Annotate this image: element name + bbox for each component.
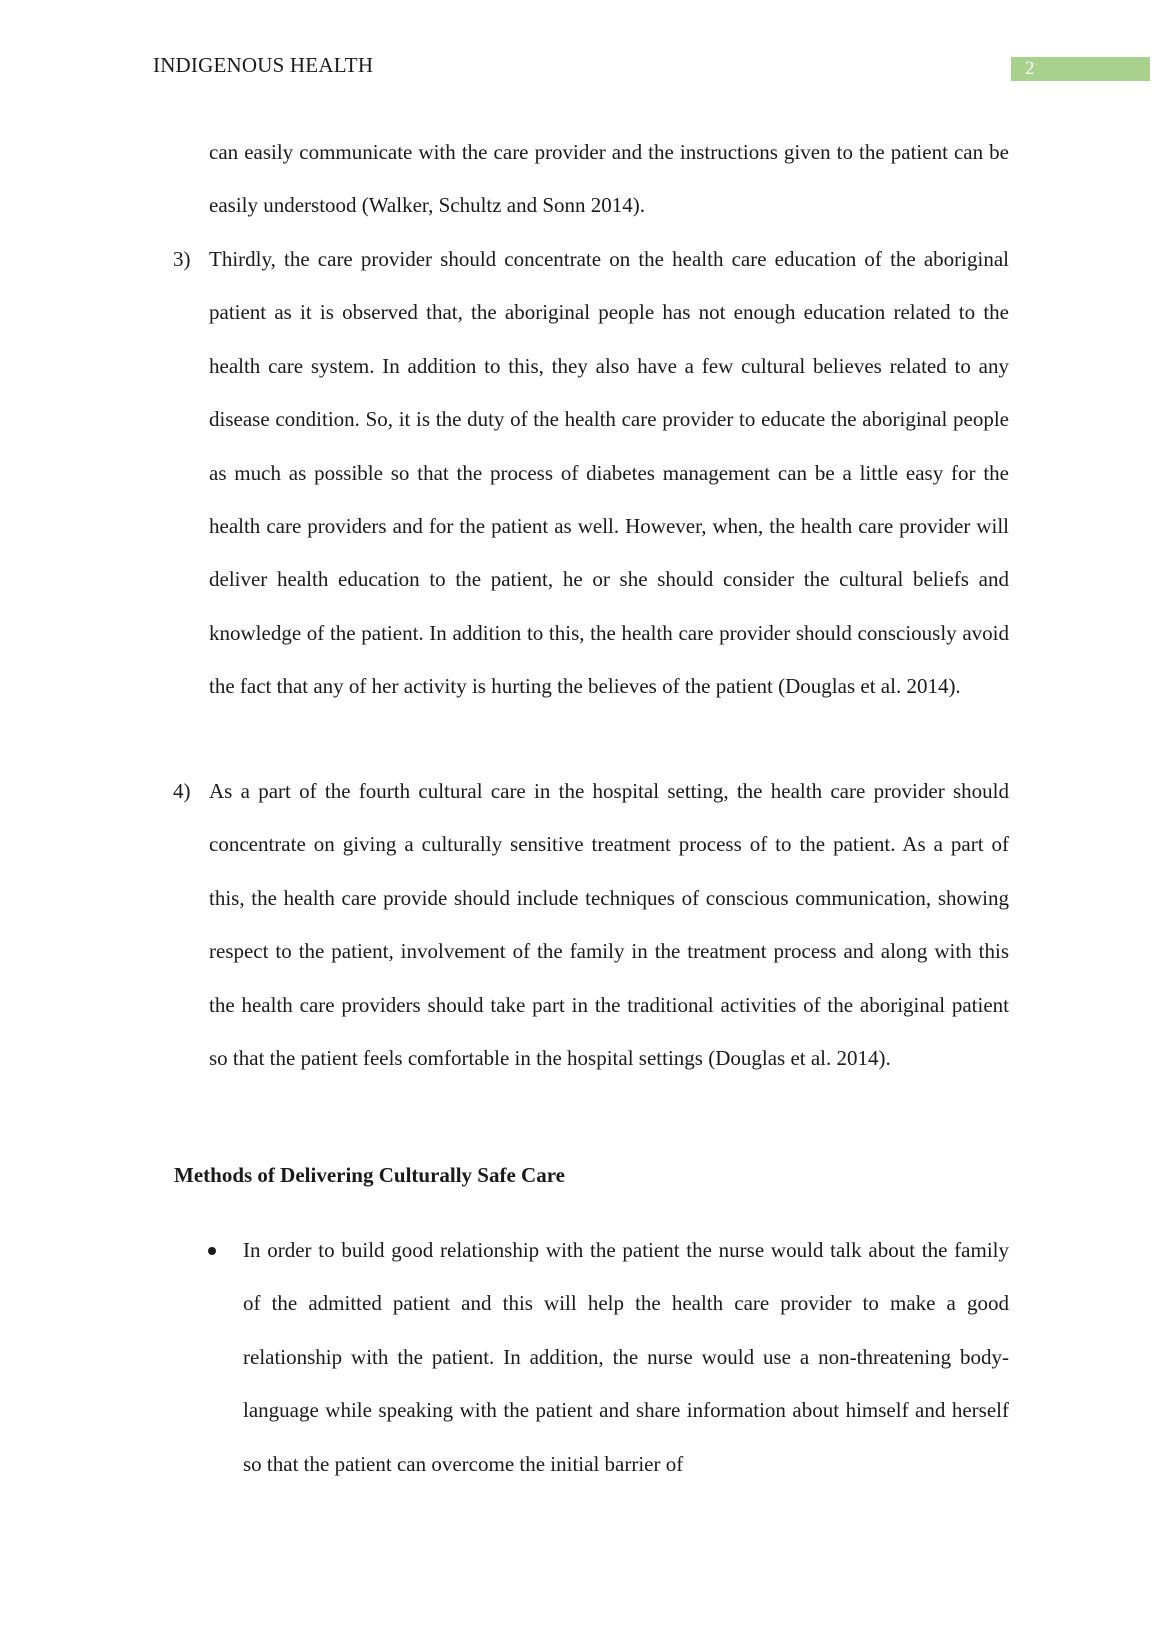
list-item-text: Thirdly, the care provider should concentrate on the health care education of the aboriginal patient as it is observed that, the aboriginal people has not enough education related to the health care system. In addition to this, they also have a few cultural believes related to any disease condition. So, it is the duty of the health care provider to educate the aboriginal people as much as possible so that the process of diabetes management can be a little easy for the health care providers and for the patient as well. However, when, the health care provider will deliver health education to the patient, he or she should consider the cultural beliefs and knowledge of the patient. In addition to this, the health care provider should consciously avoid the fact that any of her activity is hurting the believes of the patient (Douglas et al. 2014). [209, 247, 1009, 699]
list-item-text: As a part of the fourth cultural care in the hospital setting, the health care provider should concentrate on giving a culturally sensitive treatment process of to the patient. As a part of this, the health care provide should include techniques of conscious communication, showing respect to the patient, involvement of the family in the treatment process and along with this the health care providers should take part in the traditional activities of the aboriginal patient so that the patient feels comfortable in the hospital settings (Douglas et al. 2014). [209, 779, 1009, 1071]
continuation-paragraph: can easily communicate with the care provider and the instructions given to the patient can be easily understood (Walker, Schultz and Sonn 2014). [209, 140, 1009, 218]
running-head: INDIGENOUS HEALTH [153, 53, 374, 77]
section-heading: Methods of Delivering Culturally Safe Care [174, 1163, 565, 1187]
bullet-icon [208, 1247, 216, 1255]
bullet-item [243, 1224, 1009, 1491]
bullet-text: In order to build good relationship with the patient the nurse would talk about the family of the admitted patient and this will help the health care provider to make a good relationship with the patient. In addition, the nurse would use a non-threatening body-language while speaking with the patient and share information about himself and herself so that the patient can overcome the initial barrier of [243, 1238, 1009, 1476]
page-number: 2 [1011, 57, 1150, 81]
list-number: 3) [173, 247, 191, 271]
list-item-4 [173, 765, 1009, 1085]
list-item-3 [173, 233, 1009, 714]
list-number: 4) [173, 779, 191, 803]
